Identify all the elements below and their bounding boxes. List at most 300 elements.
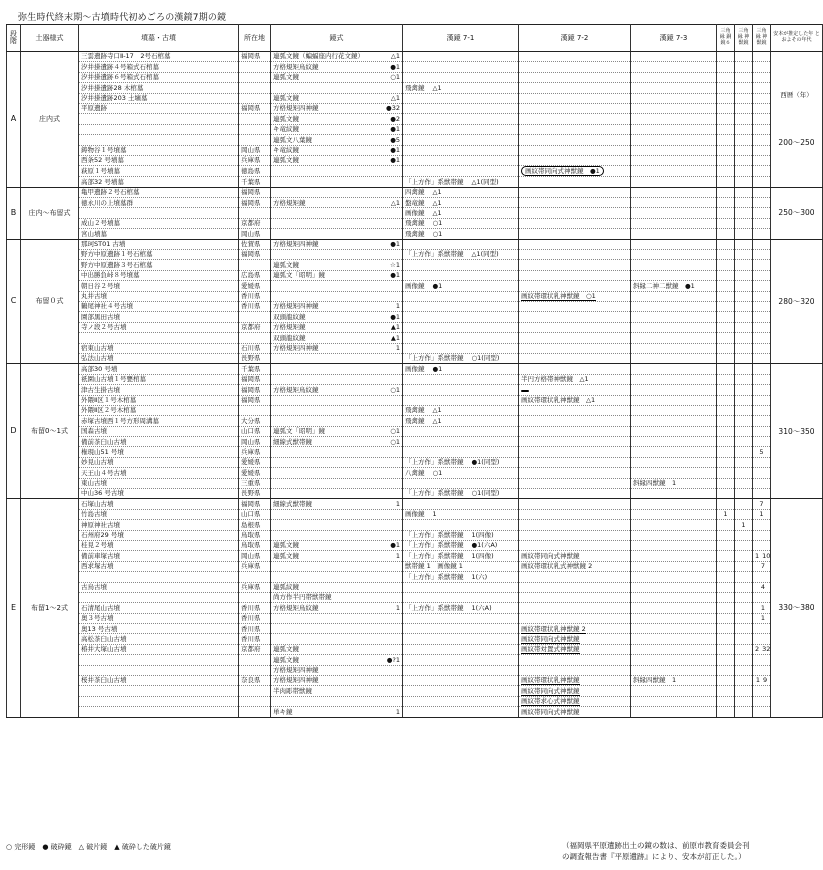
kankyo-7-1 [403, 250, 519, 260]
count-g1 [717, 686, 735, 696]
footnote-line: の調査報告書『平原遺跡』により、安本が訂正した。） [562, 852, 746, 861]
count-g2 [735, 572, 753, 582]
count-g1 [717, 72, 735, 82]
mirror-type [271, 93, 403, 103]
kankyo-7-3 [631, 364, 717, 374]
table-row [7, 72, 823, 82]
kankyo-7-2 [519, 301, 631, 311]
kankyo-7-1 [403, 208, 519, 218]
count-g2 [735, 395, 753, 405]
kankyo-7-3 [631, 187, 717, 197]
mirror-name: 連弧文「昭明」鏡 [273, 427, 325, 436]
count-g2 [735, 468, 753, 478]
k71-mark: △1 [432, 83, 442, 92]
site-name: 那珂ST01 古墳 [79, 239, 239, 249]
kankyo-7-3 [631, 416, 717, 426]
kankyo-7-1 [403, 624, 519, 634]
site-name: 妙見山古墳 [79, 457, 239, 467]
kankyo-7-3 [631, 353, 717, 363]
count-g3 [753, 166, 771, 177]
kankyo-7-1 [403, 572, 519, 582]
kankyo-7-3 [631, 218, 717, 228]
header-year: 安本が推定した年 とおよその年代 [771, 25, 823, 52]
kankyo-7-3 [631, 696, 717, 706]
mirror-mark: 1 [395, 343, 400, 352]
k71-mark: △1 [432, 188, 442, 197]
count-g2 [735, 561, 753, 571]
mirror-name: 方格規矩鏡 [273, 323, 306, 332]
count-g2 [735, 208, 753, 218]
site-name: 天王山４号古墳 [79, 468, 239, 478]
k71-name: 盤竜鏡 [405, 198, 425, 207]
kankyo-7-3 [631, 520, 717, 530]
kankyo-7-2 [519, 665, 631, 675]
table-row [7, 696, 823, 706]
prefecture [239, 592, 271, 602]
mirror-name: 細線式獣帯鏡 [273, 437, 312, 446]
k71-mark: ○1(同型) [471, 489, 500, 498]
kankyo-7-1 [403, 489, 519, 499]
count-g1 [717, 489, 735, 499]
count-g2 [735, 437, 753, 447]
mirror-type [271, 624, 403, 634]
count-g3 [753, 395, 771, 405]
kankyo-7-2 [519, 166, 631, 177]
prefecture: 岡山県 [239, 229, 271, 239]
kankyo-7-1 [403, 696, 519, 706]
mirror-name: 方格規矩四神鏡 [273, 343, 319, 352]
count-g2 [735, 676, 753, 686]
count-g3 [753, 478, 771, 488]
mirror-type [271, 83, 403, 93]
mirror-type [271, 322, 403, 332]
prefecture: 岡山県 [239, 437, 271, 447]
pottery-style: 庄内～布留式 [21, 187, 79, 239]
k71-name: 「上方作」系獣帯鏡 [405, 541, 464, 550]
mirror-mark: 1 [395, 499, 400, 508]
k72-name: 画紋帯対置式神獣鏡 [521, 645, 580, 654]
header-row [7, 25, 823, 52]
kankyo-7-3 [631, 72, 717, 82]
table-row [7, 655, 823, 665]
k71-mark: ●1(同型) [471, 458, 500, 467]
count-g2 [735, 655, 753, 665]
site-name [79, 665, 239, 675]
site-name: 宮山墳墓 [79, 229, 239, 239]
era-unit: 西暦（年） [780, 91, 813, 100]
count-g2 [735, 250, 753, 260]
site-name: 石清尾山古墳 [79, 603, 239, 613]
mirror-name: 方格規矩四神鏡 [273, 666, 319, 675]
count-g3 [753, 374, 771, 384]
prefecture [239, 333, 271, 343]
k71-mark: △1(同型) [471, 177, 499, 186]
count-g2 [735, 114, 753, 124]
count-g2 [735, 530, 753, 540]
table-row [7, 489, 823, 499]
table-body [7, 52, 823, 718]
mirror-type [271, 218, 403, 228]
kankyo-7-2 [519, 333, 631, 343]
count-g1 [717, 52, 735, 62]
prefecture [239, 114, 271, 124]
count-g1 [717, 395, 735, 405]
kankyo-7-1 [403, 333, 519, 343]
kankyo-7-2 [519, 509, 631, 519]
table-row [7, 530, 823, 540]
count-g3 [753, 696, 771, 706]
mirror-name: 連弧文鏡 [273, 73, 299, 82]
kankyo-7-2 [519, 270, 631, 280]
count-g3 [753, 468, 771, 478]
site-name [79, 572, 239, 582]
kankyo-7-2 [519, 457, 631, 467]
mirror-type [271, 655, 403, 665]
table-row [7, 218, 823, 228]
kankyo-7-2 [519, 499, 631, 509]
k71-name: 「上方作」系獣帯鏡 [405, 177, 464, 186]
kankyo-7-3 [631, 624, 717, 634]
estimated-years [771, 52, 823, 188]
count-g3 [753, 592, 771, 602]
site-name: 鋳物谷１号墳墓 [79, 145, 239, 155]
mirror-mark: 1 [395, 551, 400, 560]
header-k73: 漢鏡 7-3 [631, 25, 717, 52]
prefecture: 福岡県 [239, 250, 271, 260]
count-g3 [753, 489, 771, 499]
mirror-type [271, 426, 403, 436]
table-row [7, 333, 823, 343]
prefecture [239, 696, 271, 706]
count-g2 [735, 364, 753, 374]
count-g1 [717, 353, 735, 363]
kankyo-7-1 [403, 52, 519, 62]
k72-name: 画紋帯環状乳神獣鏡 2 [521, 624, 586, 633]
count-g1 [717, 603, 735, 613]
count-g2 [735, 696, 753, 706]
mirror-mark: ●1 [390, 312, 400, 321]
count-g1 [717, 135, 735, 145]
k71-name: 八禽鏡 [405, 468, 425, 477]
kankyo-7-2 [519, 385, 631, 395]
count-g2 [735, 103, 753, 113]
kankyo-7-2 [519, 405, 631, 415]
prefecture: 長野県 [239, 489, 271, 499]
phase-id: A [7, 52, 21, 188]
count-g3 [753, 416, 771, 426]
mirror-type [271, 260, 403, 270]
count-g1: 1 [717, 509, 735, 519]
k71-mark: ●1 [432, 364, 443, 373]
phase-id: E [7, 499, 21, 717]
phase-id: B [7, 187, 21, 239]
count-g1 [717, 385, 735, 395]
kankyo-7-1 [403, 114, 519, 124]
kankyo-7-2 [519, 551, 631, 561]
table-row [7, 665, 823, 675]
mirror-type [271, 437, 403, 447]
count-g1 [717, 229, 735, 239]
kankyo-7-1 [403, 166, 519, 177]
prefecture: 京都府 [239, 218, 271, 228]
kankyo-7-1 [403, 592, 519, 602]
k71-mark: △1 [432, 416, 442, 425]
mirror-mark: 1 [395, 302, 400, 311]
prefecture [239, 665, 271, 675]
prefecture: 福岡県 [239, 187, 271, 197]
kankyo-7-1 [403, 177, 519, 187]
site-name: 東山古墳 [79, 478, 239, 488]
mirror-mark: 1 [395, 707, 400, 716]
count-g4: 32 [762, 645, 771, 654]
prefecture: 長野県 [239, 353, 271, 363]
mirror-type [271, 291, 403, 301]
site-name [79, 707, 239, 717]
mirror-type [271, 478, 403, 488]
site-name: 萩原１号墳墓 [79, 166, 239, 177]
mirror-type [271, 572, 403, 582]
prefecture: 香川県 [239, 624, 271, 634]
mirror-mark: △1 [390, 94, 400, 102]
k72-name: 半円方格帯神獣鏡 △1 [521, 375, 589, 384]
kankyo-7-2 [519, 603, 631, 613]
count-g2 [735, 333, 753, 343]
site-name: 汐井掛遺跡28 木棺墓 [79, 83, 239, 93]
kankyo-7-1 [403, 644, 519, 654]
count-g3 [753, 62, 771, 72]
mirror-mark: ○1 [390, 437, 400, 446]
prefecture [239, 72, 271, 82]
count-g3 [753, 145, 771, 155]
kankyo-7-3 [631, 603, 717, 613]
prefecture: 大分県 [239, 416, 271, 426]
site-name: 西条52 号墳墓 [79, 155, 239, 165]
kankyo-7-1 [403, 478, 519, 488]
count-g1 [717, 301, 735, 311]
prefecture: 愛媛県 [239, 468, 271, 478]
prefecture: 京都府 [239, 322, 271, 332]
count-g1 [717, 312, 735, 322]
site-name: 高部30 号墳 [79, 364, 239, 374]
mirror-name: 連弧紋鏡 [273, 582, 299, 591]
k71-name: 飛禽鏡 [405, 229, 425, 238]
k71-name: 画像鏡 [405, 510, 425, 519]
mirror-name: 双頭龍紋鏡 [273, 312, 306, 321]
count-g1 [717, 561, 735, 571]
prefecture: 佐賀県 [239, 239, 271, 249]
kankyo-7-3 [631, 124, 717, 134]
mirror-type [271, 177, 403, 187]
count-g2 [735, 592, 753, 602]
mirror-type [271, 301, 403, 311]
mirror-name: 尚方作半円帯獣帯鏡 [273, 593, 332, 602]
k72-name: 画紋帯同向式神獣鏡 ●1 [521, 166, 604, 176]
table-row [7, 592, 823, 602]
count-g1 [717, 198, 735, 208]
kankyo-7-1 [403, 145, 519, 155]
k71-mark: △1 [432, 406, 442, 415]
kankyo-7-1 [403, 291, 519, 301]
k71-name: 飛禽鏡 [405, 83, 425, 92]
k71-name: 画像鏡 [405, 364, 425, 373]
site-name: 汐井掛遺跡６号箱式石棺墓 [79, 72, 239, 82]
kankyo-7-3: 斜縁二神二獣鏡 ●1 [631, 281, 717, 291]
prefecture: 広島県 [239, 270, 271, 280]
count-g1 [717, 676, 735, 686]
prefecture [239, 135, 271, 145]
kankyo-7-2 [519, 353, 631, 363]
count-g2 [735, 385, 753, 395]
kankyo-7-2 [519, 291, 631, 301]
k71-name: 画像鏡 [405, 281, 425, 290]
count-g1 [717, 208, 735, 218]
count-g2 [735, 260, 753, 270]
count-g1 [717, 145, 735, 155]
mirror-type [271, 124, 403, 134]
kankyo-7-1 [403, 582, 519, 592]
count-g2 [735, 83, 753, 93]
kankyo-7-2 [519, 696, 631, 706]
prefecture: 鳥取県 [239, 540, 271, 550]
count-g3 [753, 561, 771, 571]
k71-mark: 1(四像) [471, 531, 494, 540]
mirror-mark: ●1 [390, 541, 400, 550]
mirror-mark: ●1 [390, 156, 400, 165]
count-g3 [753, 603, 771, 613]
kankyo-7-3 [631, 572, 717, 582]
prefecture [239, 260, 271, 270]
prefecture: 兵庫県 [239, 155, 271, 165]
header-g1: 三角縁 銅鏡６ [717, 25, 735, 52]
count-g2 [735, 603, 753, 613]
count-g1 [717, 499, 735, 509]
table-row [7, 364, 823, 374]
site-name [79, 592, 239, 602]
k71-mark: ○1 [432, 229, 443, 238]
kankyo-7-3 [631, 312, 717, 322]
count-g3 [753, 520, 771, 530]
mirror-type [271, 135, 403, 145]
count-g3 [753, 103, 771, 113]
kankyo-7-3 [631, 93, 717, 103]
site-name: 奥13 号古墳 [79, 624, 239, 634]
count-g3 [753, 135, 771, 145]
count-g3 [753, 353, 771, 363]
table-row [7, 250, 823, 260]
kankyo-7-3 [631, 166, 717, 177]
mirror-type [271, 103, 403, 113]
mirror-mark: ●1 [390, 145, 400, 154]
count-g3 [753, 124, 771, 134]
mirror-type [271, 72, 403, 82]
kankyo-7-3 [631, 489, 717, 499]
kankyo-7-1 [403, 468, 519, 478]
kankyo-7-2 [519, 561, 631, 571]
mirror-type [271, 644, 403, 654]
count-g2 [735, 187, 753, 197]
mirror-mark: ☆1 [390, 260, 400, 269]
kankyo-7-1 [403, 509, 519, 519]
count-g2 [735, 145, 753, 155]
count-g1 [717, 624, 735, 634]
mirror-type [271, 395, 403, 405]
k72-name: 画紋帯同向式神獣鏡 [521, 686, 580, 695]
count-g1 [717, 333, 735, 343]
prefecture [239, 124, 271, 134]
kankyo-7-3 [631, 509, 717, 519]
site-name: 宿東山古墳 [79, 343, 239, 353]
site-name: 高部32 号墳墓 [79, 177, 239, 187]
table-row [7, 540, 823, 550]
year-range: 250～300 [778, 208, 815, 218]
k72-name [521, 390, 529, 392]
count-g3 [753, 665, 771, 675]
kankyo-7-1 [403, 499, 519, 509]
count-g3 [753, 198, 771, 208]
k71-name: 飛禽鏡 [405, 416, 425, 425]
count-g1 [717, 124, 735, 134]
count-g3 [753, 312, 771, 322]
mirror-type [271, 239, 403, 249]
prefecture: 福岡県 [239, 103, 271, 113]
site-name: 徳永川の上墳墓群 [79, 198, 239, 208]
kankyo-7-1 [403, 312, 519, 322]
count-g2 [735, 416, 753, 426]
kankyo-7-3 [631, 468, 717, 478]
count-g2 [735, 124, 753, 134]
kankyo-7-2 [519, 540, 631, 550]
mirror-type [271, 52, 403, 62]
count-g2 [735, 634, 753, 644]
kankyo-7-2 [519, 437, 631, 447]
prefecture: 兵庫県 [239, 582, 271, 592]
count-g3 [753, 52, 771, 62]
count-g3 [753, 582, 771, 592]
count-g1 [717, 572, 735, 582]
site-name: 古鳥古墳 [79, 582, 239, 592]
kankyo-7-2 [519, 686, 631, 696]
kankyo-7-2 [519, 124, 631, 134]
mirror-name: 方格規矩鳥紋鏡 [273, 603, 319, 612]
kankyo-7-1 [403, 426, 519, 436]
count-g2 [735, 499, 753, 509]
kankyo-7-3 [631, 322, 717, 332]
kankyo-7-1 [403, 218, 519, 228]
kankyo-7-3 [631, 437, 717, 447]
count-g2 [735, 281, 753, 291]
count-g2 [735, 457, 753, 467]
pottery-style: 庄内式 [21, 52, 79, 188]
count-g2 [735, 509, 753, 519]
mirror-type [271, 676, 403, 686]
kankyo-7-1 [403, 103, 519, 113]
kankyo-7-2 [519, 135, 631, 145]
mirror-type [271, 530, 403, 540]
prefecture: 香川県 [239, 291, 271, 301]
kankyo-7-2 [519, 62, 631, 72]
prefecture [239, 312, 271, 322]
table-row [7, 343, 823, 353]
count-g3 [753, 686, 771, 696]
prefecture: 岡山県 [239, 145, 271, 155]
prefecture: 香川県 [239, 603, 271, 613]
mirror-name: 連弧文鏡 [273, 260, 299, 269]
table-row [7, 385, 823, 395]
count-g3 [753, 83, 771, 93]
count-g2 [735, 489, 753, 499]
kankyo-7-1 [403, 72, 519, 82]
kankyo-7-2 [519, 218, 631, 228]
